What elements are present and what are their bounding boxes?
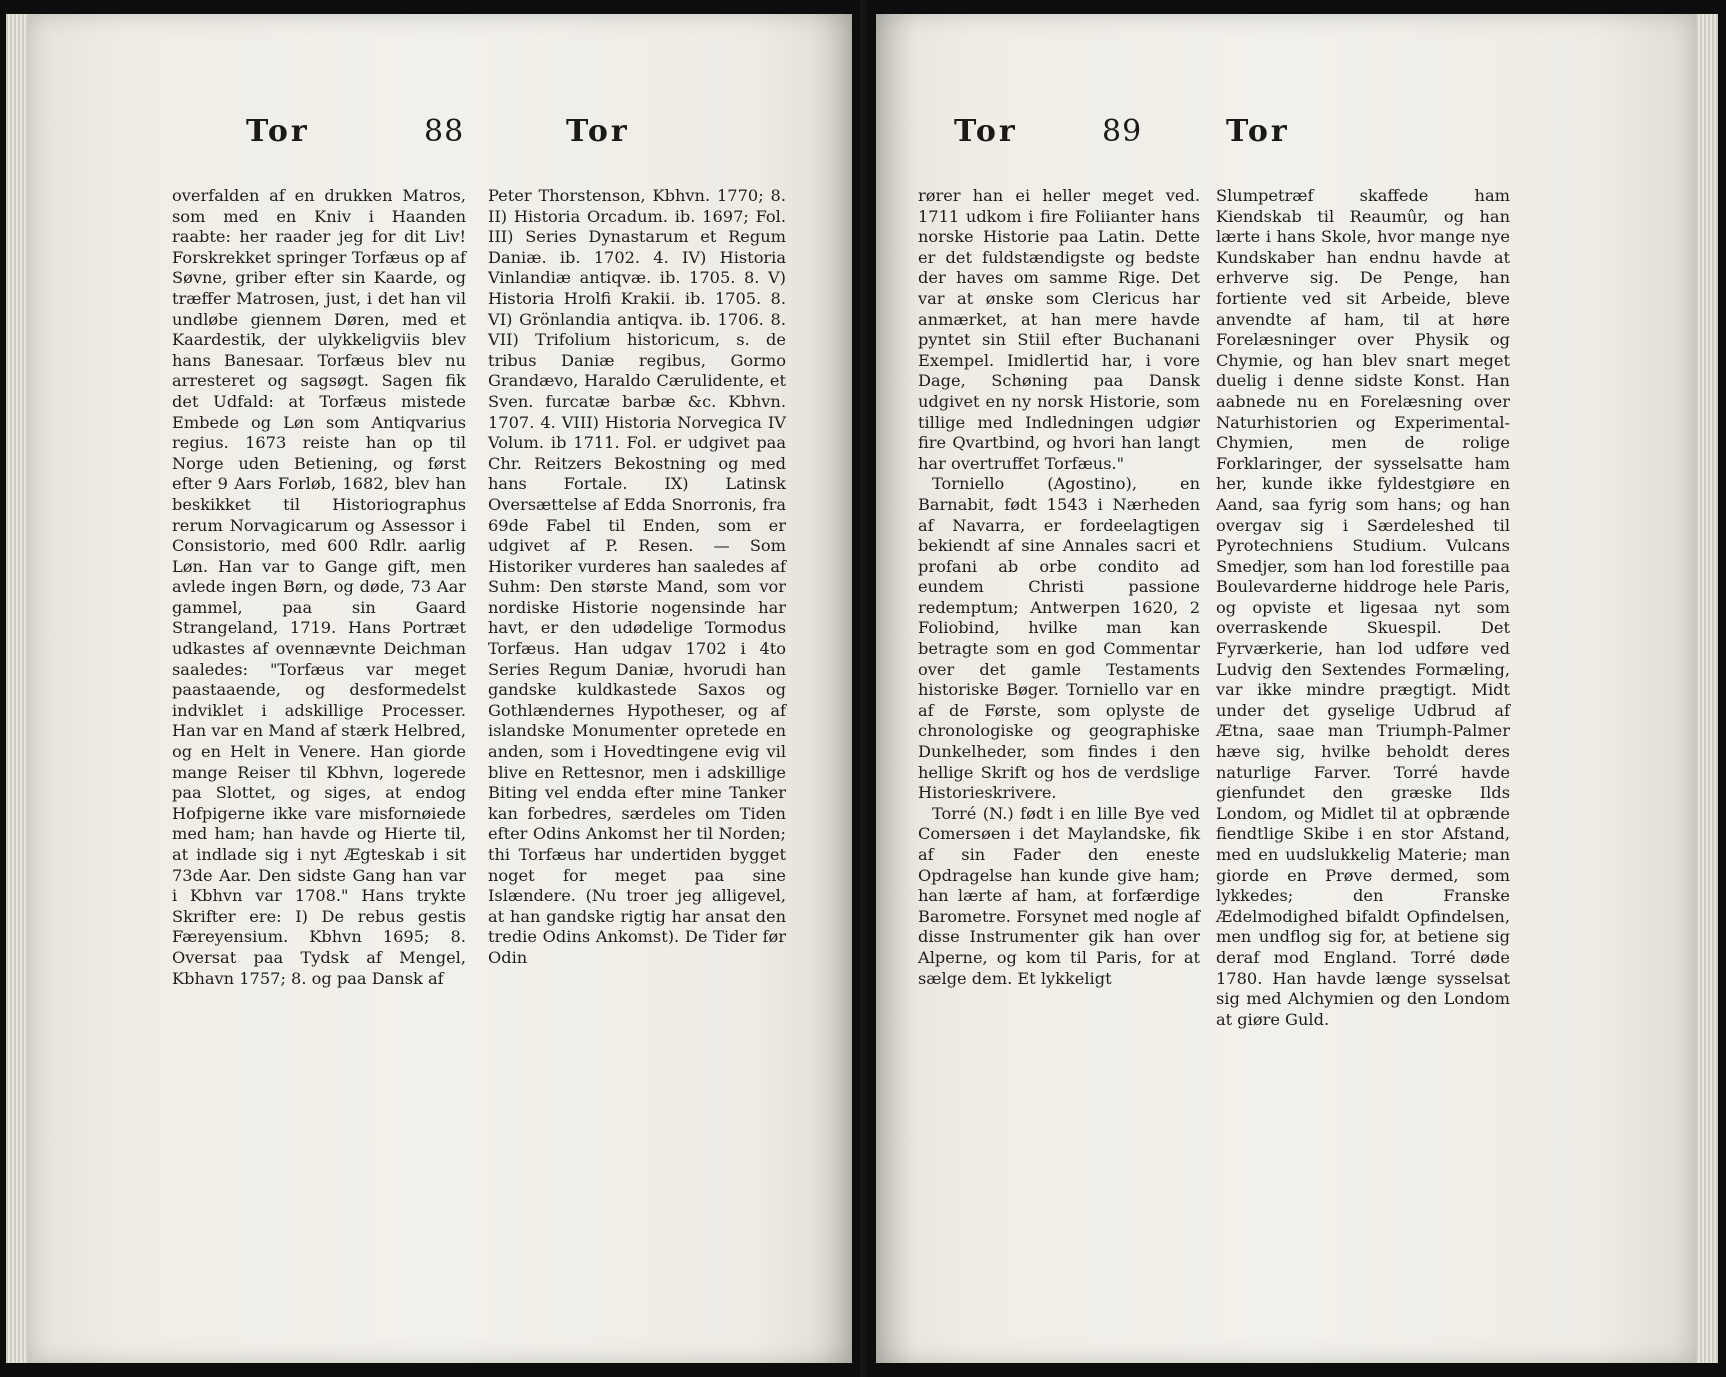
text-column-left-1 (172, 186, 466, 989)
running-header-right (876, 114, 1696, 154)
text-column-right-2 (1216, 186, 1510, 1030)
entry-torre: Torré (N.) født i en lille Bye ved Comersøen i det Maylandske, fik af sin Fader den eneste Opdragelse han kunde give ham; han lærte af ham, at forfærdige Barometre. Forsynet med nogle af disse Instrumenter gik han over Alperne, og kom til Paris, for at sælge dem. Et lykkeligt (918, 803, 1200, 988)
text-column-right-1 (918, 186, 1200, 989)
header-left-word: Tor (954, 114, 1018, 149)
paragraph: Peter Thorstenson, Kbhvn. 1770; 8. II) Historia Orcadum. ib. 1697; Fol. III) Series Dynastarum et Regum Daniæ. ib. 1702. 4. IV) Historia Vinlandiæ antiqvæ. ib. 1705. 8. V) Historia Hrolfi Krakii. ib. 1705. 8. VI) Grönlandia antiqva. ib. 1706. 8. VII) Trifolium historicum, s. de tribus Daniæ regibus, Gormo Grandævo, Haraldo Cærulidente, et Sven. furcatæ barbæ &c. Kbhvn. 1707. 4. VIII) Historia Norvegica IV Volum. ib 1711. Fol. er udgivet paa Chr. Reitzers Bekostning og med hans Fortale. IX) Latinsk Oversættelse af Edda Snorronis, fra 69de Fabel til Enden, som er udgivet af P. Resen. — Som Historiker vurderes han saaledes af Suhm: Den største Mand, som vor nordiske Historie nogensinde har havt, er den udødelige Tormodus Torfæus. Han udgav 1702 i 4to Series Regum Daniæ, hvorudi han gandske kuldkastede Saxos og Gothlændernes Hypotheser, og af islandske Monumenter opretede en anden, som i Hovedtingene evig vil blive en Rettesnor, men i adskillige Biting vel endda efter mine Tanker kan forbedres, særdeles om Tiden efter Odins Ankomst her til Norden; thi Torfæus har undertiden bygget noget for meget paa sine Islændere. (Nu troer jeg alligevel, at han gandske rigtig har ansat den tredie Odins Ankomst). De Tider før Odin (488, 186, 786, 967)
paragraph: Slumpetræf skaffede ham Kiendskab til Reaumûr, og han lærte i hans Skole, hvor mange nye Kundskaber han endnu havde at erhverve sig. De Penge, han fortiente ved sit Arbeide, bleve anvendte af ham, til at høre Forelæsninger over Physik og Chymie, og han blev snart meget duelig i denne sidste Konst. Han aabnede nu en Forelæsning over Naturhistorien og Experimental-Chymien, men de rolige Forklaringer, der sysselsatte ham her, kunde ikke fyldestgiøre en Aand, saa fyrig som hans; og han overgav sig i Særdeleshed til Pyrotechniens Studium. Vulcans Smedjer, som han lod forestille paa Boulevarderne hiddroge hele Paris, og opviste et ligesaa nyt som overraskende Skuespil. Det Fyrværkerie, han lod udføre ved Ludvig den Sextendes Formæling, var ikke mindre prægtigt. Midt under det gyselige Udbrud af Ætna, saae man Triumph-Palmer hæve sig, hvilke beholdt deres naturlige Farver. Torré havde gienfundet den græske Ilds Londom, og Midlet til at opbrænde fiendtlige Skibe i en stor Afstand, med en uudslukkelig Materie; man giorde en Prøve dermed, som lykkedes; den Franske Ædelmodighed bifaldt Opfindelsen, men undflog sig for, at betiene sig deraf mod England. Torré døde 1780. Han havde længe sysselsat sig med Alchymien og den Londom at giøre Guld. (1216, 186, 1510, 1029)
page-number: 89 (1102, 114, 1143, 149)
header-left-word: Tor (246, 114, 310, 149)
gutter-shadow-right (876, 14, 916, 1363)
gutter-shadow-left (812, 14, 852, 1363)
page-88 (28, 14, 852, 1363)
paragraph: overfalden af en drukken Matros, som med en Kniv i Haanden raabte: her raader jeg for dit Liv! Forskrekket springer Torfæus op af Søvne, griber efter sin Kaarde, og træffer Matrosen, just, i det han vil undløbe giennem Døren, med et Kaardestik, der ulykkeligviis blev hans Banesaar. Torfæus blev nu arresteret og sagsøgt. Sagen fik det Udfald: at Torfæus mistede Embede og Løn som Antiqvarius regius. 1673 reiste han op til Norge uden Betiening, og først efter 9 Aars Forløb, 1682, blev han beskikket til Historiographus rerum Norvagicarum og Assessor i Consistorio, med 600 Rdlr. aarlig Løn. Han var to Gange gift, men avlede ingen Børn, og døde, 73 Aar gammel, paa sin Gaard Strangeland, 1719. Hans Portræt udkastes af ovennævnte Deichman saaledes: "Torfæus var meget paastaaende, og desformedelst indviklet i adskillige Processer. Han var en Mand af stærk Helbred, og en Helt in Venere. Han giorde mange Reiser til Kbhvn, logerede paa Slottet, og siges, at endog Hofpigerne ikke vare misfornøiede med ham; han havde og Hierte til, at indlade sig i nyt Ægteskab i sit 73de Aar. Den sidste Gang han var i Kbhvn var 1708." Hans trykte Skrifter ere: I) De rebus gestis Færeyensium. Kbhvn 1695; 8. Oversat paa Tydsk af Mengel, Kbhavn 1757; 8. og paa Dansk af (172, 186, 466, 988)
entry-torniello: Torniello (Agostino), en Barnabit, født 1543 i Nærheden af Navarra, er fordeelagtigen bekiendt af sine Annales sacri et profani ab orbe condito ad eundem Christi passione redemptum; Antwerpen 1620, 2 Foliobind, hvilke man kan betragte som en god Commentar over det gamle Testaments historiske Bøger. Torniello var en af de Første, som oplyste de chronologiske og geographiske Dunkelheder, som findes i den hellige Skrift og hos de verdslige Historieskrivere. (918, 474, 1200, 803)
page-number: 88 (424, 114, 465, 149)
page-89 (876, 14, 1696, 1363)
running-header-left (28, 114, 852, 154)
paragraph: rører han ei heller meget ved. 1711 udkom i fire Foliianter hans norske Historie paa Latin. Dette er det fuldstændigste og bedste der haves om samme Rige. Det var at ønske som Clericus har anmærket, at han mere havde pyntet sin Stiil efter Buchanani Exempel. Imidlertid har, i vore Dage, Schøning paa Dansk udgivet en ny norsk Historie, som tillige med Indledningen udgiør fire Qvartbind, og hvori han langt har overtruffet Torfæus." (918, 186, 1200, 473)
header-right-word: Tor (1226, 114, 1290, 149)
text-column-left-2 (488, 186, 786, 969)
left-page-photo (0, 0, 860, 1377)
right-page-photo (866, 0, 1726, 1377)
header-right-word: Tor (566, 114, 630, 149)
page-edges-right (1696, 14, 1718, 1363)
page-edges-left (6, 14, 28, 1363)
